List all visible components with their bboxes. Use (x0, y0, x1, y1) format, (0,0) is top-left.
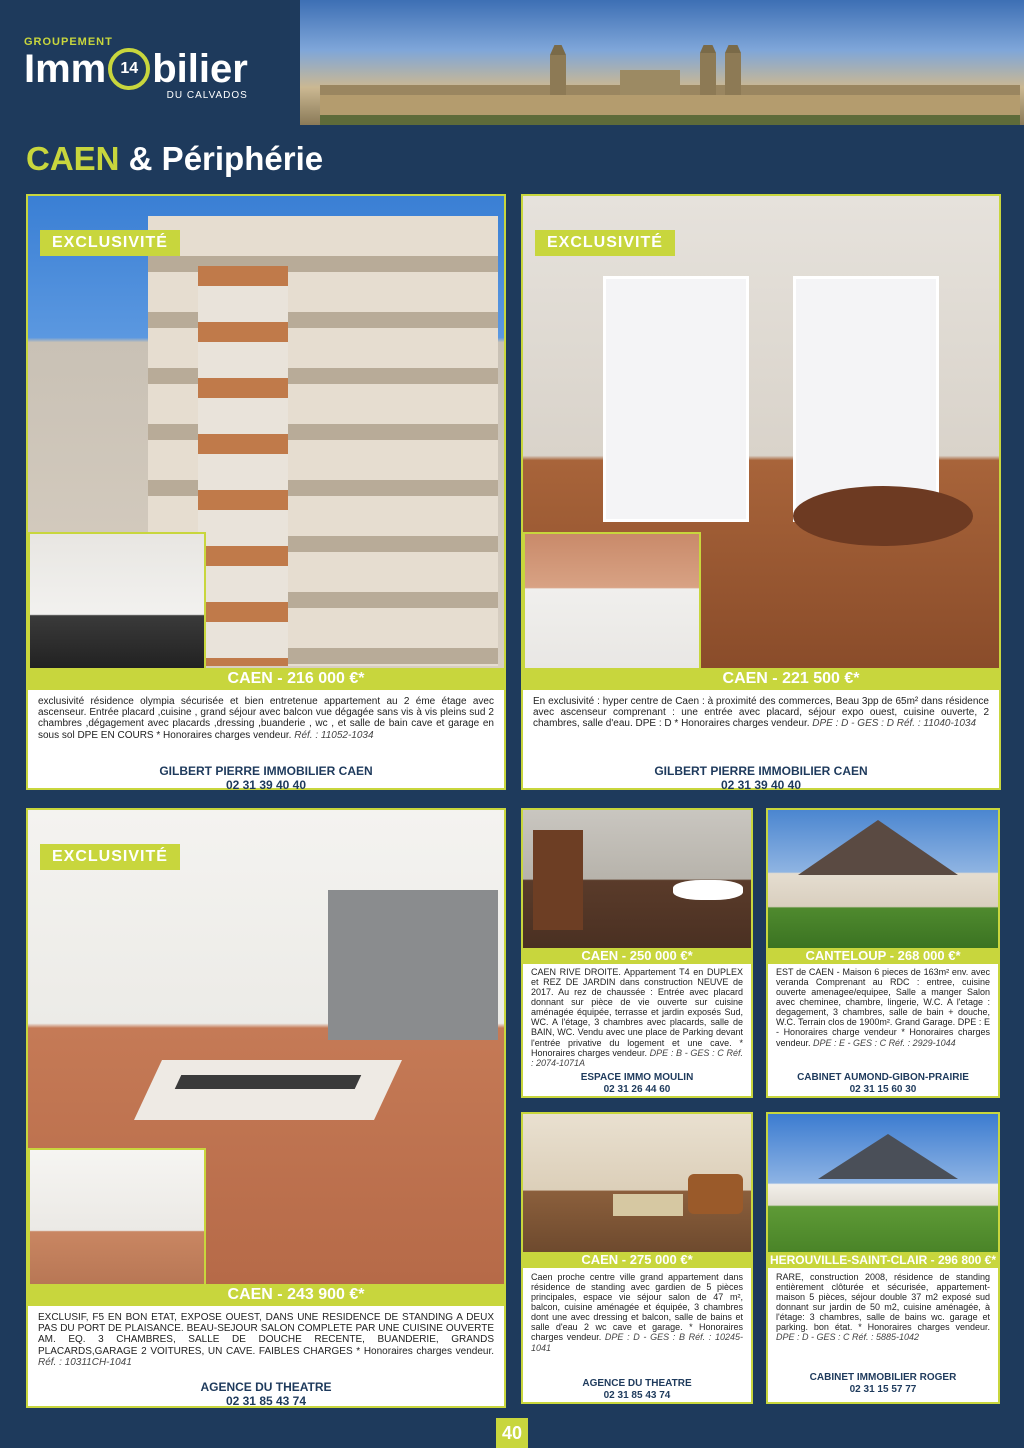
living-room-inset-photo (28, 532, 206, 670)
agency-name: CABINET IMMOBILIER ROGER (809, 1372, 957, 1383)
agency-name: CABINET AUMOND-GIBON-PRAIRIE (797, 1072, 969, 1083)
description-text: CAEN RIVE DROITE. Appartement T4 en DUPLEX et REZ DE JARDIN dans construction NEUVE de 2017. Au rez de chaussée : Entrée avec placard donnant sur pièce de vie ouverte sur cuisine aménagée équipée, terrasse et jardin exposés Sud, WC. A l'étage, 3 chambres avec placards, salle de BAIN, WC. Vendu avec une place de Parking devant l'entrée privative du logement et une cave. * Honoraires charges vendeur. (531, 967, 743, 1058)
listing-description (776, 967, 990, 1048)
apartment-living-photo (523, 1114, 751, 1252)
price-band: CAEN - 275 000 €* (523, 1252, 751, 1268)
agency-phone: 02 31 85 43 74 (225, 1394, 307, 1409)
abbey-silhouette (320, 45, 1020, 125)
description-text: RARE, construction 2008, résidence de standing entièrement clôturée et sécurisée, appartement-maison 5 pièces, séjour double 37 m2 exposé sud donnant sur jardin de 50 m2, cuisine aménagée, à l'étage: 3 chambres, salle de bains wc. garage et parking. bon état. * Honoraires charges vendeur. (776, 1272, 990, 1333)
price-band: CAEN - 243 900 €* (28, 1284, 504, 1306)
listing-description (531, 967, 743, 1068)
agency-contact (768, 1072, 998, 1096)
caen-abbey-banner-photo (300, 0, 1024, 125)
page-header (0, 0, 1024, 125)
reference-text: DPE : D - GES : D Réf. : 11040-1034 (812, 718, 977, 730)
agency-contact (523, 764, 999, 793)
price-band: CAEN - 216 000 €* (28, 668, 504, 690)
description-text: En exclusivité : hyper centre de Caen : à proximité des commerces, Beau 3pp de 65m² dans résidence avec ascenseur comprenant : une entrée avec placard, séjour expo ouest, cuisine ouverte, 2 chambres, salle d'eau. DPE : D * Honoraires charges vendeur. (533, 696, 989, 730)
kitchen-inset-photo (523, 532, 701, 670)
listing-card[interactable] (521, 1112, 753, 1404)
page-number: 40 (496, 1418, 528, 1448)
description-text: Caen proche centre ville grand appartement dans résidence de standing avec gardien de 5 pièces principales, espace vie séjour salon de 47 m², balcon, cuisine aménagée et équipée, 3 chambres dont une avec dressing et balcon, salle de bains et salle d'eau 2 wc cave et garage. * Honoraires charges vendeur. (531, 1272, 743, 1343)
price-band: CAEN - 221 500 €* (523, 668, 999, 690)
exclusivite-badge: EXCLUSIVITÉ (40, 844, 180, 870)
agency-phone: 02 31 15 60 30 (849, 1084, 917, 1095)
listing-card[interactable] (521, 194, 1001, 793)
agency-phone: 02 31 26 44 60 (603, 1084, 671, 1095)
description-text: EXCLUSIF, F5 EN BON ETAT, EXPOSE OUEST, DANS UNE RESIDENCE DE STANDING A DEUX PAS DU PORT DE PLAISANCE. BEAU-SEJOUR SALON COMPLETE PAR UNE CUISINE OUVERTE AM. EQ. 3 CHAMBRES, SALLE DE DOUCHE RECENTE, BUANDERIE, GRANDS PLACARDS,GARAGE 2 VOITURES, UN CAVE. FAIBLES CHARGES * Honoraires charges vendeur. (38, 1312, 494, 1357)
price-band: HEROUVILLE-SAINT-CLAIR - 296 800 €* (769, 1253, 997, 1267)
agency-name: GILBERT PIERRE IMMOBILIER CAEN (654, 764, 868, 778)
listing-description (533, 696, 989, 730)
reference-text: Réf. : 11052-1034 (294, 729, 374, 741)
agency-contact (768, 1372, 998, 1396)
agency-phone: 02 31 39 40 40 (225, 778, 307, 793)
agency-contact (523, 1072, 751, 1096)
house-herouville-photo (768, 1114, 998, 1252)
logo-bilier-text: bilier (152, 47, 248, 91)
agency-contact (523, 1378, 751, 1402)
exclusivite-badge: EXCLUSIVITÉ (535, 230, 675, 256)
logo-14-circle: 14 (108, 48, 150, 90)
agency-phone: 02 31 39 40 40 (720, 778, 802, 793)
listing-card[interactable] (766, 808, 1000, 1098)
agency-name: GILBERT PIERRE IMMOBILIER CAEN (159, 764, 373, 778)
duplex-interior-photo (523, 810, 751, 948)
agency-name: AGENCE DU THEATRE (582, 1378, 692, 1389)
agency-contact (28, 1380, 504, 1409)
page-title (26, 140, 323, 178)
living-room-inset-photo (28, 1148, 206, 1286)
agency-phone: 02 31 15 57 77 (849, 1384, 917, 1395)
listing-description (531, 1272, 743, 1353)
logo-calvados-text: DU CALVADOS (166, 90, 248, 101)
title-accent: CAEN (26, 140, 120, 177)
listing-card[interactable] (521, 808, 753, 1098)
listing-card[interactable] (766, 1112, 1000, 1404)
house-canteloup-photo (768, 810, 998, 948)
title-rest: & Périphérie (119, 140, 324, 177)
reference-text: DPE : D - GES : C Réf. : 5885-1042 (776, 1332, 920, 1343)
reference-text: DPE : E - GES : C Réf. : 2929-1044 (813, 1037, 956, 1048)
exclusivite-badge: EXCLUSIVITÉ (40, 230, 180, 256)
groupement-immobilier-logo (24, 36, 248, 101)
agency-phone: 02 31 85 43 74 (603, 1390, 671, 1401)
listing-description (38, 696, 494, 741)
reference-text: DPE : D - GES : B Réf. : 10245-1041 (531, 1332, 743, 1353)
listing-description (38, 1312, 494, 1368)
listing-description (776, 1272, 990, 1343)
description-text: EST de CAEN - Maison 6 pieces de 163m² env. avec veranda Comprenant au RDC : entree, cuisine ouverte amenagee/equipee, Salle a manger Salon avec cheminee, chambre, lingerie, W.C. A l'etage : degagement, 3 chambres, salle de bain + douche, W.C. Terrain clos de 1900m². Grand Garage. DPE : E - Honoraires charge vendeur * Honoraires charges vendeur. (776, 967, 990, 1048)
reference-text: DPE : B - GES : C Réf. : 2074-1071A (531, 1047, 743, 1068)
agency-contact (28, 764, 504, 793)
listing-card[interactable] (26, 194, 506, 793)
reference-text: Réf. : 10311CH-1041 (38, 1356, 132, 1368)
logo-groupement-text: GROUPEMENT (24, 36, 113, 48)
price-band: CANTELOUP - 268 000 €* (768, 948, 998, 964)
description-text: exclusivité résidence olympia sécurisée et bien entretenue appartement au 2 éme étage avec ascenseur. Entrée placard ,cuisine , grand séjour avec balcon vue dégagée sans vis à vis pleins sud 2 chambres ,dégagement avec placards ,dressing ,buanderie , wc , et salle de bain cave et garage en sous sol DPE EN COURS * Honoraires charges vendeur. (38, 696, 494, 741)
listing-card[interactable] (26, 808, 506, 1408)
agency-name: AGENCE DU THEATRE (200, 1380, 332, 1394)
price-band: CAEN - 250 000 €* (523, 948, 751, 964)
logo-imm-text: Imm (24, 47, 107, 91)
agency-name: ESPACE IMMO MOULIN (580, 1072, 694, 1083)
